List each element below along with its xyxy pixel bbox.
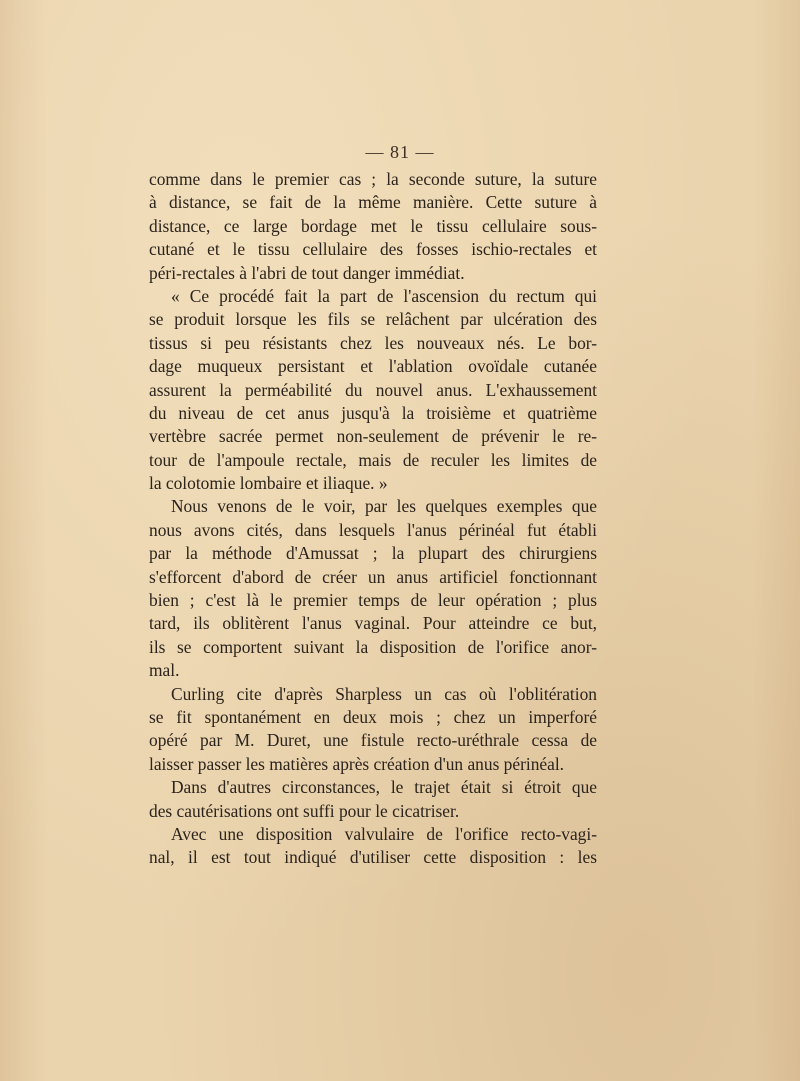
text-line: ils se comportent suivant la disposition de l'orifice anor- [149, 636, 597, 657]
text-line: « Ce procédé fait la part de l'ascension du rectum qui [171, 285, 597, 306]
text-line: la colotomie lombaire et iliaque. » [149, 473, 388, 494]
text-line: Dans d'autres circonstances, le trajet était si étroit que [171, 777, 597, 798]
text-line: Avec une disposition valvulaire de l'orifice recto-vagi- [171, 823, 597, 844]
text-line: par la méthode d'Amussat ; la plupart des chirurgiens [149, 543, 597, 564]
text-line: Nous venons de le voir, par les quelques exemples que [171, 496, 597, 517]
text-line: à distance, se fait de la même manière. Cette suture à [149, 192, 597, 213]
text-line: Curling cite d'après Sharpless un cas où l'oblitération [171, 683, 597, 704]
text-line: tour de l'ampoule rectale, mais de reculer les limites de [149, 449, 597, 470]
text-line: nous avons cités, dans lesquels l'anus périnéal fut établi [149, 519, 597, 540]
text-line: s'efforcent d'abord de créer un anus artificiel fonctionnant [149, 566, 597, 587]
text-line: des cautérisations ont suffi pour le cicatriser. [149, 800, 460, 821]
text-line: se fit spontanément en deux mois ; chez un imperforé [149, 706, 597, 727]
text-line: laisser passer les matières après création d'un anus périnéal. [149, 753, 565, 774]
text-line: dage muqueux persistant et l'ablation ovoïdale cutanée [149, 356, 597, 377]
text-line: tissus si peu résistants chez les nouveaux nés. Le bor- [149, 332, 597, 353]
text-line: bien ; c'est là le premier temps de leur opération ; plus [149, 590, 597, 611]
text-line: opéré par M. Duret, une fistule recto-uréthrale cessa de [149, 730, 597, 751]
text-line: assurent la perméabilité du nouvel anus. L'exhaussement [149, 379, 597, 400]
text-line: mal. [149, 660, 180, 681]
text-line: vertèbre sacrée permet non-seulement de prévenir le re- [149, 426, 597, 447]
text-line: comme dans le premier cas ; la seconde suture, la suture [149, 169, 597, 189]
text-line: du niveau de cet anus jusqu'à la troisième et quatrième [149, 402, 597, 423]
page-number: — 81 — [365, 142, 435, 162]
text-line: péri-rectales à l'abri de tout danger immédiat. [149, 262, 465, 283]
text-line: nal, il est tout indiqué d'utiliser cette disposition : les [149, 847, 597, 868]
body-text [149, 168, 597, 870]
text-line: tard, ils oblitèrent l'anus vaginal. Pour atteindre ce but, [149, 613, 597, 634]
text-line: distance, ce large bordage met le tissu cellulaire sous- [149, 215, 597, 236]
text-line: cutané et le tissu cellulaire des fosses ischio-rectales et [149, 239, 597, 260]
text-line: se produit lorsque les fils se relâchent par ulcération des [149, 309, 597, 330]
